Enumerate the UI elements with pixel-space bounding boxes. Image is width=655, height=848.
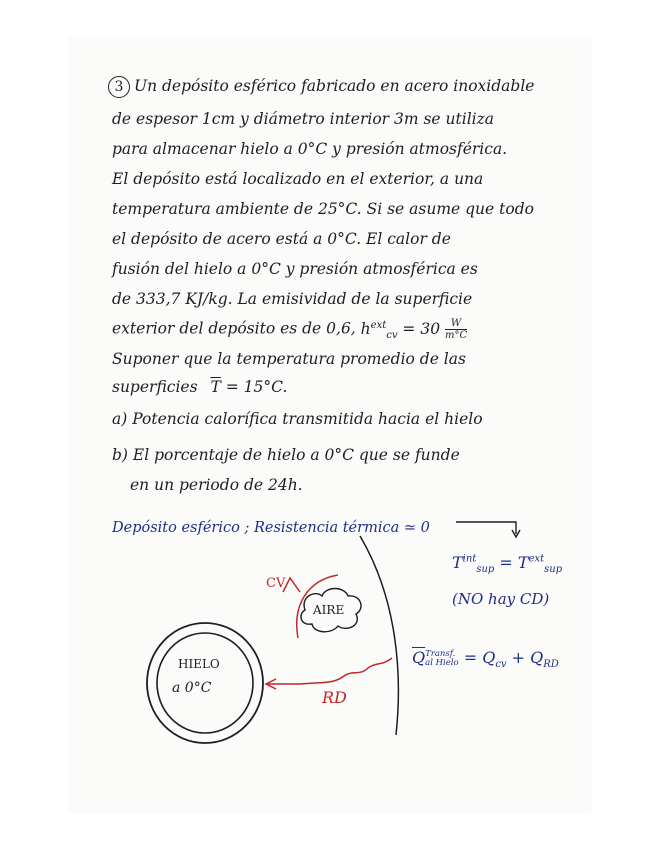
problem-line-2: de espesor 1cm y diámetro interior 3m se utiliza: [112, 110, 495, 128]
problem-line-5: temperatura ambiente de 25°C. Si se asume que todo: [112, 200, 534, 218]
no-cd-note: (NO hay CD): [452, 590, 550, 608]
cv-arrow-head: [283, 578, 300, 592]
problem-line-11: superficies $\overline{T} = 15^\circ C$.: [112, 378, 288, 396]
cv-label: CV: [266, 576, 286, 591]
problem-line-6: el depósito de acero está a 0°C. El calor de: [112, 230, 451, 248]
hielo-label: HIELO: [178, 657, 220, 671]
rd-arrow-line: [268, 658, 392, 684]
diagram-header: Depósito esférico ; Resistencia térmica ≃ 0: [112, 520, 430, 536]
problem-line-9: exterior del depósito es de 0,6, $h^{ext}_{cv} = 30$ $\frac{W}{m^\circ C}$: [112, 318, 468, 341]
tsup-equation: $T^{int}_{sup} = T^{ext}_{sup}$: [452, 553, 563, 576]
boundary-curve: [360, 536, 398, 735]
h-coefficient: $h^{ext}_{cv} = 30$ $\frac{W}{m^\circ C}$: [360, 318, 468, 341]
part-b-line-1: b) El porcentaje de hielo a 0°C que se funde: [112, 446, 460, 464]
aire-label: AIRE: [313, 603, 345, 617]
problem-line-10: Suponer que la temperatura promedio de las: [112, 350, 466, 368]
part-b-line-2: en un periodo de 24h.: [130, 476, 303, 494]
problem-line-4: El depósito está localizado en el exterior, a una: [112, 170, 484, 188]
heat-balance-equation: $\overline{Q}$ Transf. al Hielo = $Q_{cv} + Q_{RD}$: [412, 648, 559, 671]
part-a: a) Potencia calorífica transmitida hacia el hielo: [112, 410, 483, 428]
hielo-temp: a 0°C: [172, 680, 212, 696]
problem-line-1: 3 Un depósito esférico fabricado en acero inoxidable: [108, 76, 534, 98]
problem-line-7: fusión del hielo a 0°C y presión atmosférica es: [112, 260, 478, 278]
t-average-symbol: $\overline{T}$: [210, 378, 221, 396]
problem-line-8: de 333,7 KJ/kg. La emisividad de la superficie: [112, 290, 473, 308]
problem-line-3: para almacenar hielo a 0°C y presión atmosférica.: [112, 140, 508, 158]
problem-number: 3: [108, 76, 130, 98]
header-arrow-line: [456, 522, 516, 534]
rd-label: RD: [322, 688, 347, 707]
